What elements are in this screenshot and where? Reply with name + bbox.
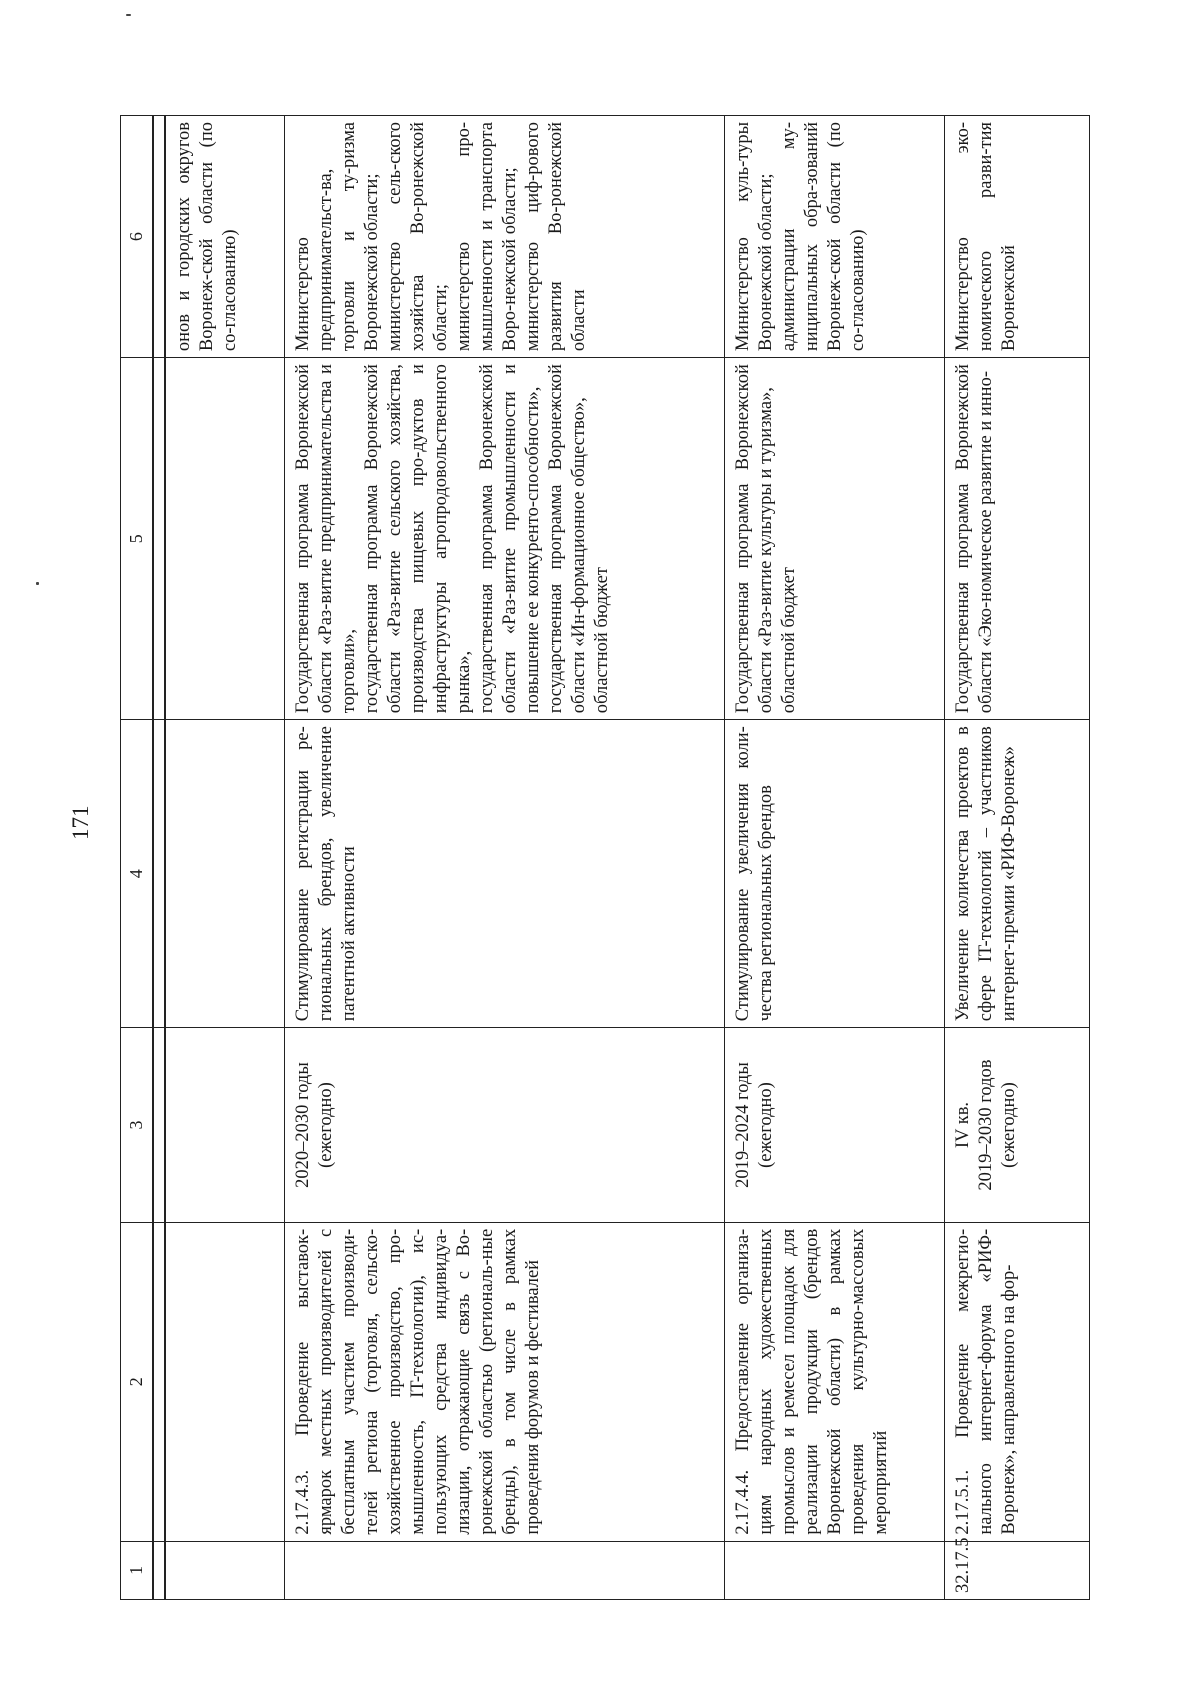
measure-cell: 2.17.4.3. Проведение выставок-ярмарок местных производителей с бесплатным участием производи-телей региона (торговля, сельско-хозяйственное производство, про-мышленность, IT-технологии), ис-пользующих средства индивидуа-лизации, отражающие связь с Во-ронежской областью (региональ-ные бренды), в том числе в рамках проведения форумов и фестивалей [285,1222,725,1541]
page-number: 171 [68,805,93,840]
measures-table [120,115,1090,1600]
header-cell: 1 [121,1541,153,1599]
period-cell [165,1028,285,1223]
executor-cell: онов и городских округов Воронеж-ской области (по со-гласованию) [165,116,285,358]
result-cell: Увеличение количества проектов в сфере IT-технологий – участников интернет-премии «РИФ-Воронеж» [945,720,1090,1028]
measure-cell: 2.17.5.1. Проведение межрегио-нального интернет-форума «РИФ-Воронеж», направленного на фор- [945,1222,1090,1541]
rotated-table-container [120,115,1090,1600]
header-cell: 5 [121,358,153,720]
executor-cell: Министерство куль-туры Воронежской области; администрации му-ниципальных обра-зований Воронеж-ской области (по со-гласованию) [725,116,945,358]
executor-cell: Министерство эко-номического разви-тия Воронежской [945,116,1090,358]
source-cell [165,358,285,720]
result-cell: Стимулирование регистрации ре-гиональных брендов, увеличение патентной активности [285,720,725,1028]
source-cell: Государственная программа Воронежской области «Эко-номическое развитие и инно- [945,358,1090,720]
row-number: 32.17.5 [945,1541,1090,1599]
scan-speck [36,582,39,585]
scan-speck [126,14,131,16]
period-cell: IV кв. 2019–2030 годов (ежегодно) [945,1028,1090,1223]
header-cell: 6 [121,116,153,358]
executor-cell: Министерство предпринимательст-ва, торговли и ту-ризма Воронежской области; министерство сель-ского хозяйства Во-ронежской области; министерство про-мышленности и транспорта Воро-нежской области; министерство циф-рового развития Во-ронежской области [285,116,725,358]
row-number [165,1541,285,1599]
table-row [165,116,285,1600]
table-row [725,116,945,1600]
source-cell: Государственная программа Воронежской области «Раз-витие предпринимательства и торговли», государственная программа Воронежской области «Раз-витие сельского хозяйства, производства пищевых про-дуктов и инфраструктуры агропродовольственного рынка», государственная программа Воронежской области «Раз-витие промышленности и повышение ее конкуренто-способности», государственная программа Воронежской области «Ин-формационное общество», областной бюджет [285,358,725,720]
result-cell [165,720,285,1028]
measure-cell [165,1222,285,1541]
table-header-row [121,116,153,1600]
header-cell: 3 [121,1028,153,1223]
result-cell: Стимулирование увеличения коли-чества региональных брендов [725,720,945,1028]
header-cell: 2 [121,1222,153,1541]
header-cell: 4 [121,720,153,1028]
period-cell: 2019–2024 годы (ежегодно) [725,1028,945,1223]
period-cell: 2020–2030 годы (ежегодно) [285,1028,725,1223]
row-number [725,1541,945,1599]
source-cell: Государственная программа Воронежской области «Раз-витие культуры и туризма», областной бюджет [725,358,945,720]
row-number [285,1541,725,1599]
measure-cell: 2.17.4.4. Предоставление организа-циям народных художественных промыслов и ремесел площадок для реализации продукции (брендов Воронежской области) в рамках проведения культурно-массовых мероприятий [725,1222,945,1541]
header-separator [153,116,165,1600]
table-row [945,116,1090,1600]
table-row [285,116,725,1600]
